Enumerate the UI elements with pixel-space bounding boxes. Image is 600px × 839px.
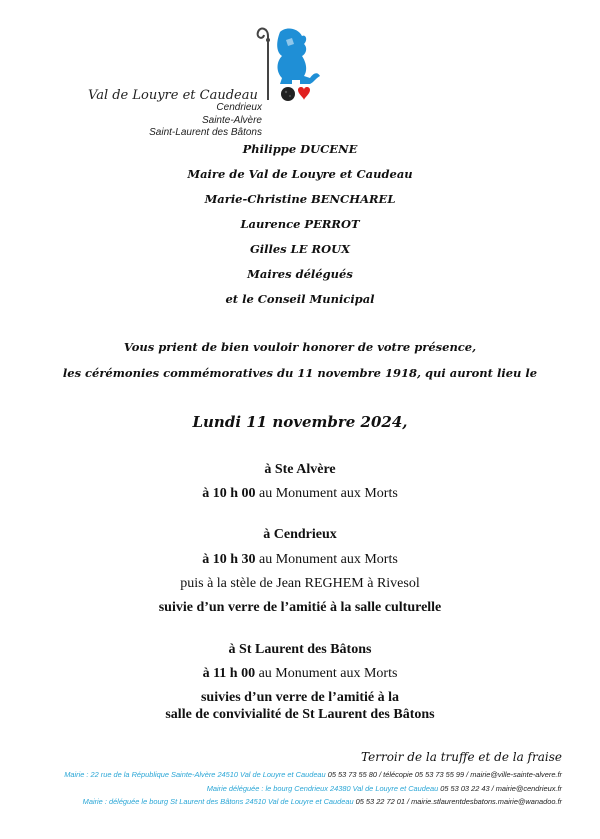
address-text: Mairie : déléguée le bourg St Laurent des Bâtons 24510 Val de Louyre et Caudeau xyxy=(82,797,356,806)
time-ste-alvere xyxy=(0,486,600,502)
official-bencharel: Marie-Christine BENCHAREL xyxy=(204,192,396,206)
location-text: au Monument aux Morts xyxy=(255,552,398,567)
phone-text: 05 53 22 72 01 / xyxy=(355,797,412,806)
phone-text: 05 53 73 55 80 / télécopie 05 53 73 55 99 / xyxy=(327,770,471,779)
official-perrot: Laurence PERROT xyxy=(240,217,360,231)
location-text: au Monument aux Morts xyxy=(255,486,398,501)
email-text: mairie@ville-sainte-alvere.fr xyxy=(470,770,562,779)
email-text: mairie@cendrieux.fr xyxy=(495,784,562,793)
ceremony-date: Lundi 11 novembre 2024, xyxy=(192,413,408,431)
address-text: Mairie déléguée : le bourg Cendrieux 24380 Val de Louyre et Caudeau xyxy=(206,784,441,793)
village-saint-laurent: Saint-Laurent des Bâtons xyxy=(149,127,262,138)
tagline: Terroir de la truffe et de la fraise xyxy=(361,750,562,764)
reception-st-laurent-2: salle de convivialité de St Laurent des Bâtons xyxy=(165,707,435,722)
delegate-mayors-title: Maires délégués xyxy=(247,267,353,281)
time-value: à 10 h 00 xyxy=(202,486,256,501)
location-text: au Monument aux Morts xyxy=(255,666,398,681)
time-value: à 11 h 00 xyxy=(202,666,256,681)
mayor-title: Maire de Val de Louyre et Caudeau xyxy=(187,167,413,181)
reception-st-laurent-1: suivies d’un verre de l’amitié à la xyxy=(200,690,400,705)
place-cendrieux: à Cendrieux xyxy=(263,527,337,542)
official-ducene: Philippe DUCENE xyxy=(242,142,358,156)
place-st-laurent: à St Laurent des Bâtons xyxy=(228,642,372,657)
invitation-line-1: Vous prient de bien vouloir honorer de votre présence, xyxy=(123,340,477,354)
time-st-laurent xyxy=(0,666,600,682)
municipal-council: et le Conseil Municipal xyxy=(225,292,375,306)
address-sainte-alvere xyxy=(64,770,562,779)
time-value: à 10 h 30 xyxy=(202,552,256,567)
place-ste-alvere: à Ste Alvère xyxy=(264,462,336,477)
village-list xyxy=(140,102,262,140)
time-cendrieux xyxy=(0,552,600,568)
phone-text: 05 53 03 22 43 / xyxy=(440,784,496,793)
address-cendrieux xyxy=(207,784,562,793)
village-cendrieux: Cendrieux xyxy=(216,102,262,113)
email-text: mairie.stlaurentdesbatons.mairie@wanadoo.fr xyxy=(411,797,562,806)
reception-cendrieux: suivie d’un verre de l’amitié à la salle culturelle xyxy=(158,600,442,615)
invitation-line-2: les cérémonies commémoratives du 11 novembre 1918, qui auront lieu le xyxy=(62,366,538,380)
address-text: Mairie : 22 rue de la République Sainte-Alvère 24510 Val de Louyre et Caudeau xyxy=(64,770,328,779)
address-st-laurent xyxy=(83,797,562,806)
official-le-roux: Gilles LE ROUX xyxy=(249,242,351,256)
village-sainte-alvere: Sainte-Alvère xyxy=(201,114,262,126)
stele-reghem: puis à la stèle de Jean REGHEM à Rivesol xyxy=(180,576,420,591)
brand-name: Val de Louyre et Caudeau xyxy=(88,88,258,103)
